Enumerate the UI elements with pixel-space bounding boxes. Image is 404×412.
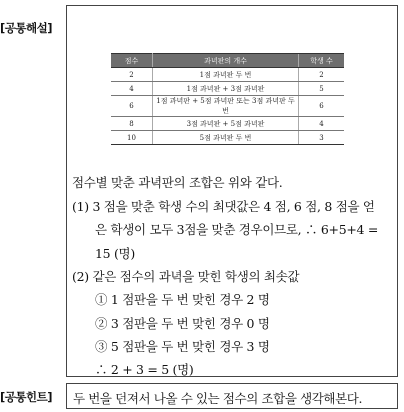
cell-targets: 1점 과녁판 + 3점 과녁판 bbox=[153, 82, 299, 96]
cell-score: 8 bbox=[111, 117, 153, 131]
table-header-row bbox=[111, 54, 344, 68]
header-students: 학생 수 bbox=[299, 54, 345, 68]
part2-case3: ③ 5 점판을 두 번 맞힌 경우 3 명 bbox=[95, 339, 270, 354]
table-row bbox=[111, 131, 344, 145]
cell-score: 4 bbox=[111, 82, 153, 96]
part2-conclusion: ∴ 2 + 3 = 5 (명) bbox=[95, 362, 194, 377]
cell-score: 2 bbox=[111, 68, 153, 82]
cell-score: 6 bbox=[111, 96, 153, 117]
table-row bbox=[111, 82, 344, 96]
part1-line2: 은 학생이 모두 3점을 맞춘 경우이므로, ∴ 6+5+4 = bbox=[95, 222, 379, 237]
explanation-box bbox=[66, 5, 398, 377]
score-table bbox=[111, 53, 344, 145]
cell-students: 3 bbox=[299, 131, 345, 145]
cell-targets: 5점 과녁판 두 번 bbox=[153, 131, 299, 145]
part1-line3: 15 (명) bbox=[95, 246, 135, 261]
header-score: 점수 bbox=[111, 54, 153, 68]
table-row bbox=[111, 117, 344, 131]
explanation-label: [공통해설] bbox=[0, 21, 52, 35]
cell-targets: 3점 과녁판 + 5점 과녁판 bbox=[153, 117, 299, 131]
summary-line: 점수별 맞춘 과녁판의 조합은 위와 같다. bbox=[72, 175, 283, 190]
table-row bbox=[111, 96, 344, 117]
cell-score: 10 bbox=[111, 131, 153, 145]
table-row bbox=[111, 68, 344, 82]
part2-case1: ① 1 점판을 두 번 맞힌 경우 2 명 bbox=[95, 292, 270, 307]
part1-line1: (1) 3 점을 맞춘 학생 수의 최댓값은 4 점, 6 점, 8 점을 얻 bbox=[72, 199, 375, 214]
hint-box bbox=[66, 383, 398, 409]
hint-label: [공통힌트] bbox=[0, 390, 52, 404]
cell-students: 2 bbox=[299, 68, 345, 82]
hint-text: 두 번을 던져서 나올 수 있는 점수의 조합을 생각해본다. bbox=[73, 391, 363, 406]
part2-heading: (2) 같은 점수의 과녁을 맞힌 학생의 최솟값 bbox=[72, 269, 300, 284]
part2-case2: ② 3 점판을 두 번 맞힌 경우 0 명 bbox=[95, 316, 270, 331]
header-targets: 과녁판의 개수 bbox=[153, 54, 299, 68]
cell-students: 5 bbox=[299, 82, 345, 96]
cell-targets: 1점 과녁판 + 5점 과녁판 또는 3점 과녁판 두 번 bbox=[153, 96, 299, 117]
cell-students: 6 bbox=[299, 96, 345, 117]
cell-targets: 1점 과녁판 두 번 bbox=[153, 68, 299, 82]
cell-students: 4 bbox=[299, 117, 345, 131]
